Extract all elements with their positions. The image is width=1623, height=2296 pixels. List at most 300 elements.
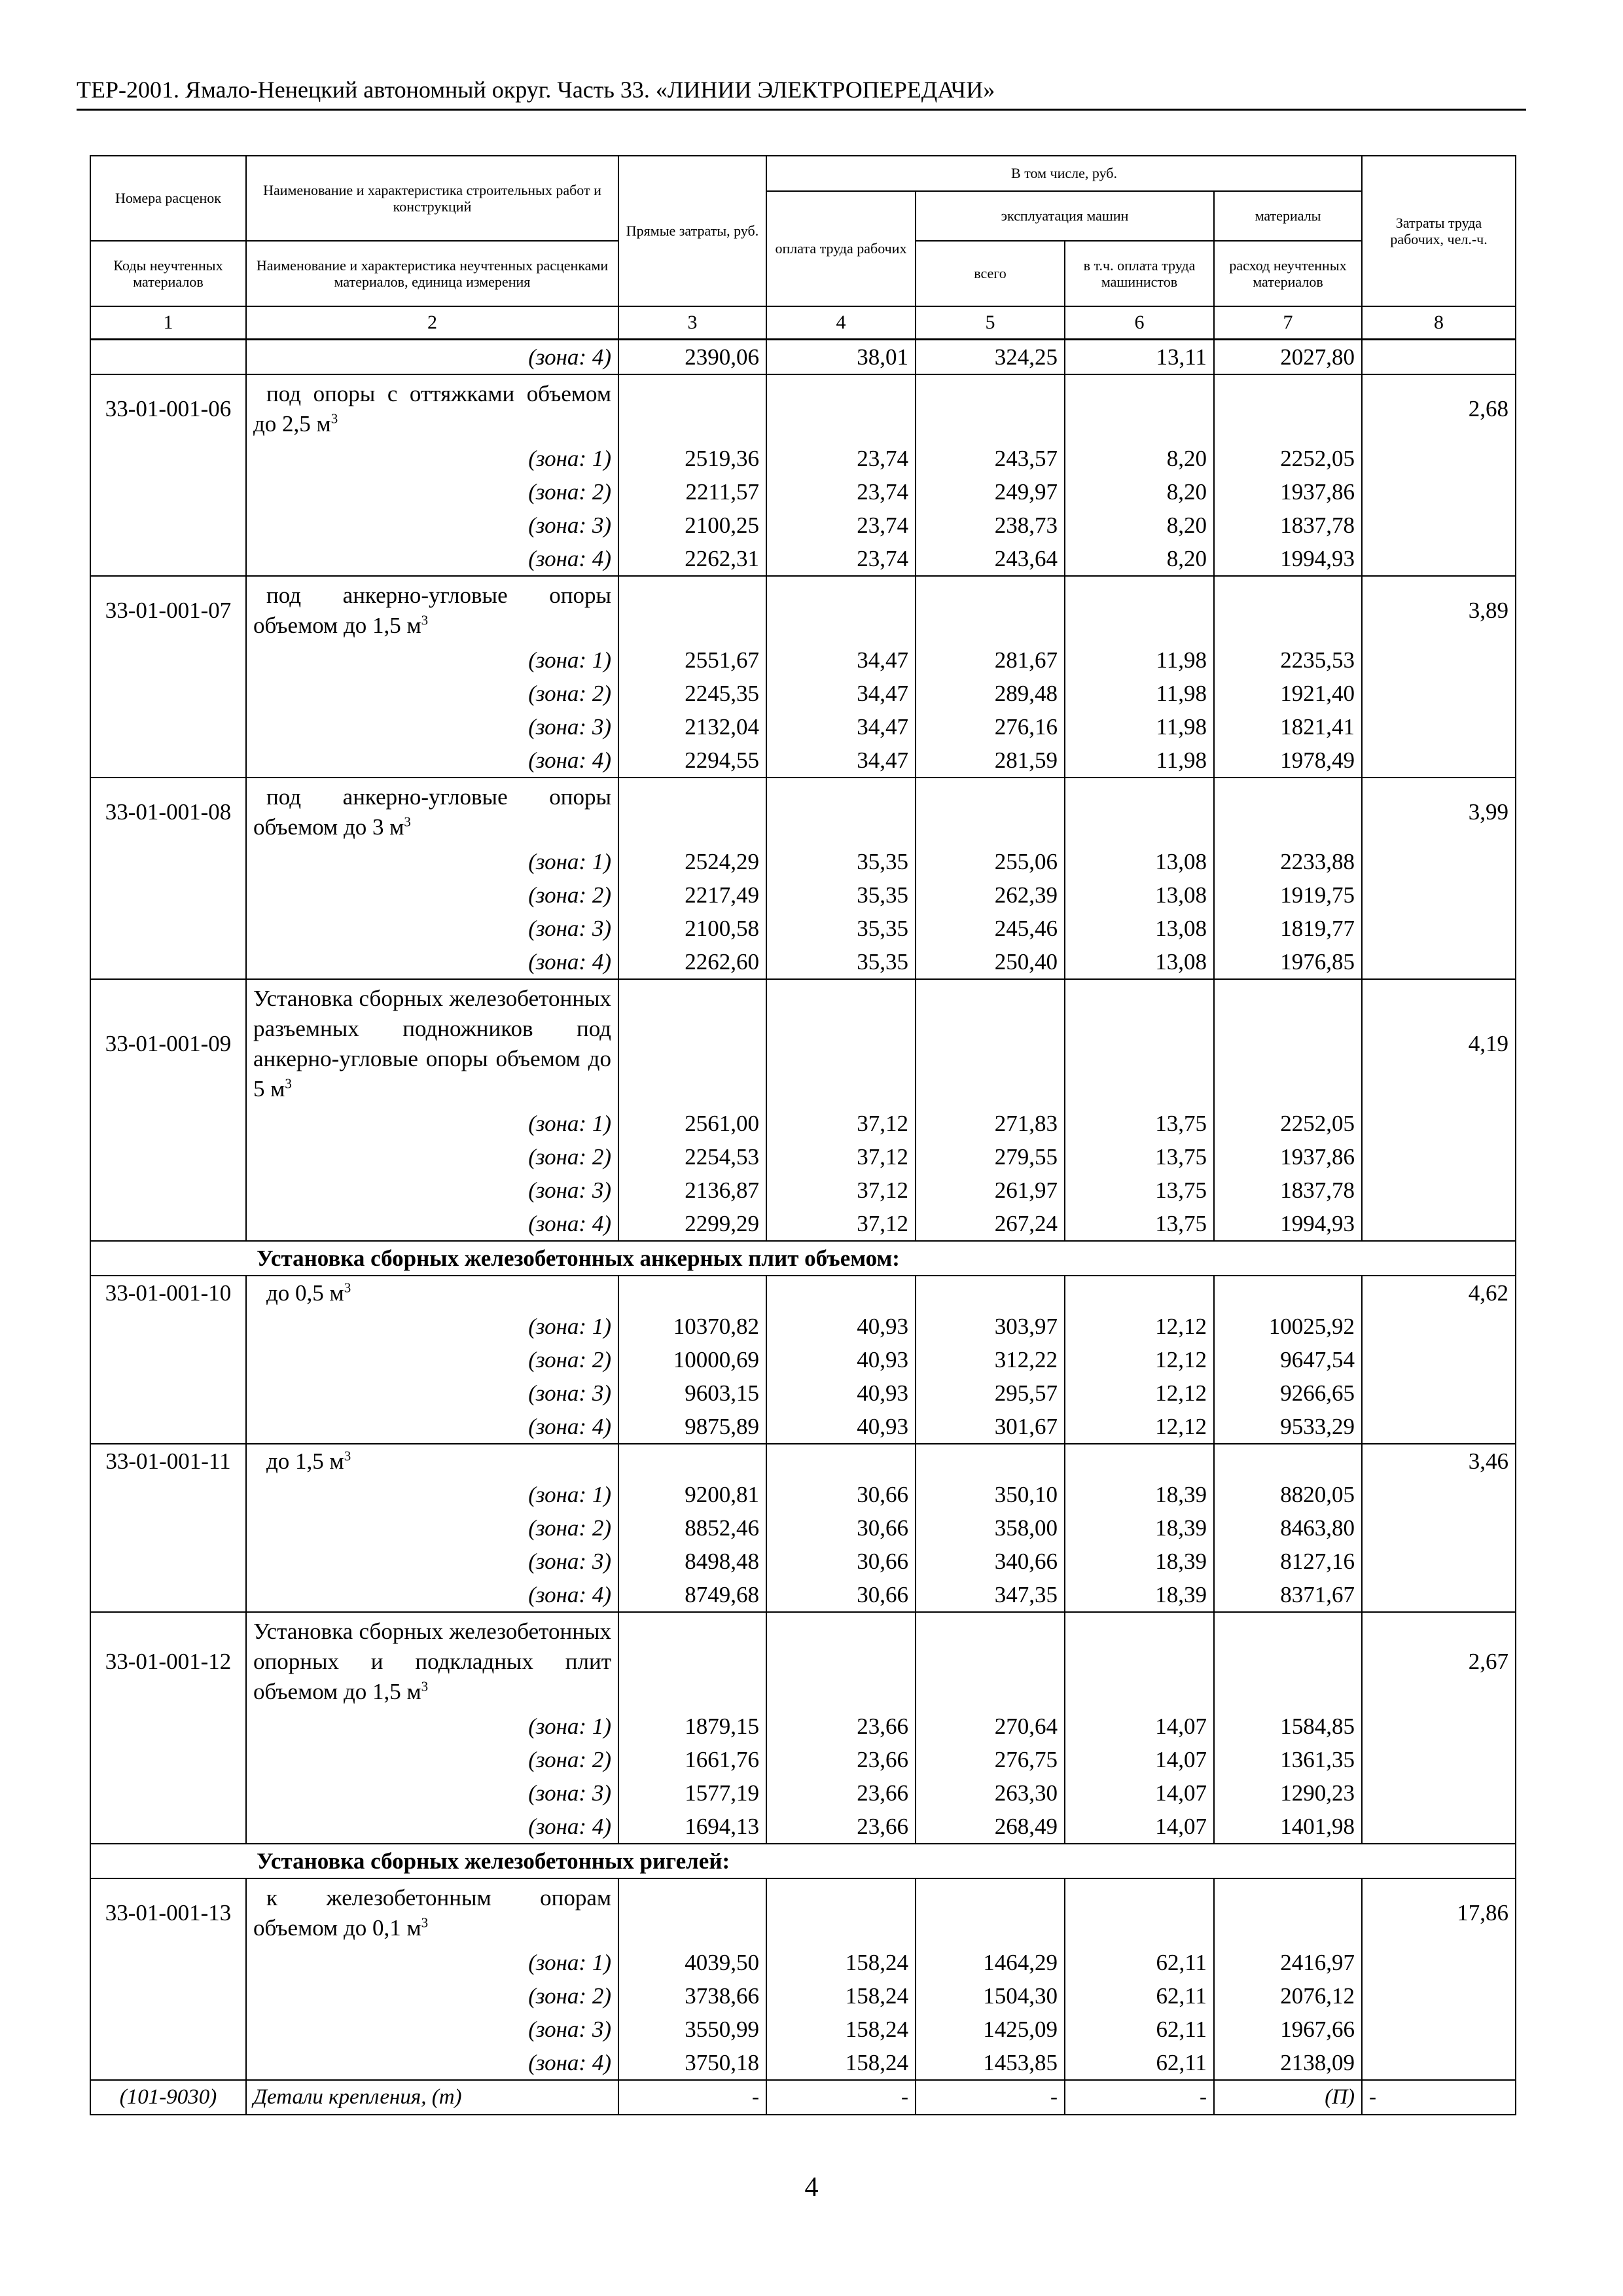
cell-machines-total: 1504,30 bbox=[916, 1979, 1065, 2013]
labor-costs: 4,19 bbox=[1362, 979, 1516, 1107]
rate-code: 33-01-001-08 bbox=[90, 778, 246, 845]
cell-worker-pay: 30,66 bbox=[766, 1545, 916, 1578]
cell-machines-total: 303,97 bbox=[916, 1310, 1065, 1343]
cell-direct-costs: 2100,58 bbox=[618, 912, 766, 945]
cell-materials: 2138,09 bbox=[1214, 2046, 1362, 2080]
cell-materials: 1967,66 bbox=[1214, 2013, 1362, 2046]
cell-machines-total: 276,16 bbox=[916, 710, 1065, 744]
material-name: Детали крепления, (т) bbox=[246, 2080, 618, 2115]
cell-operator-pay: 13,75 bbox=[1065, 1207, 1214, 1241]
zone-label: (зона: 1) bbox=[246, 1107, 618, 1140]
zone-label: (зона: 3) bbox=[246, 912, 618, 945]
cell-direct-costs: 1694,13 bbox=[618, 1810, 766, 1844]
cell-operator-pay: 8,20 bbox=[1065, 542, 1214, 576]
cell-machines-total: 279,55 bbox=[916, 1140, 1065, 1174]
cell-machines-total: 262,39 bbox=[916, 878, 1065, 912]
header-rate-numbers: Номера расценок bbox=[90, 156, 246, 241]
cell-materials: 10025,92 bbox=[1214, 1310, 1362, 1343]
labor-costs: 2,68 bbox=[1362, 374, 1516, 442]
cell-worker-pay: 38,01 bbox=[766, 340, 916, 375]
cell-direct-costs: 2254,53 bbox=[618, 1140, 766, 1174]
cell-direct-costs: 2519,36 bbox=[618, 442, 766, 475]
zone-row bbox=[90, 1410, 1516, 1444]
rate-description: Установка сборных железобетонных опорных и подкладных плит объемом до 1,5 $м^3$ bbox=[246, 1612, 618, 1710]
cell-machines-total: 271,83 bbox=[916, 1107, 1065, 1140]
page-number: 4 bbox=[804, 2172, 819, 2202]
cell-operator-pay: 11,98 bbox=[1065, 710, 1214, 744]
cell-materials: 2252,05 bbox=[1214, 442, 1362, 475]
cell-direct-costs: 8852,46 bbox=[618, 1511, 766, 1545]
rate-code: 33-01-001-07 bbox=[90, 576, 246, 643]
zone-row bbox=[90, 1478, 1516, 1511]
cell-worker-pay: 158,24 bbox=[766, 1946, 916, 1979]
zone-row bbox=[90, 1776, 1516, 1810]
zone-label: (зона: 1) bbox=[246, 845, 618, 878]
cell-materials: 1976,85 bbox=[1214, 945, 1362, 979]
rate-row bbox=[90, 1444, 1516, 1478]
zone-row bbox=[90, 1578, 1516, 1612]
zone-label: (зона: 4) bbox=[246, 1810, 618, 1844]
cell-materials: 1937,86 bbox=[1214, 475, 1362, 509]
cell-materials: 2027,80 bbox=[1214, 340, 1362, 375]
cell-direct-costs: 2551,67 bbox=[618, 643, 766, 677]
zone-label: (зона: 4) bbox=[246, 542, 618, 576]
cell-machines-total: 238,73 bbox=[916, 509, 1065, 542]
cell-machines-total: 281,67 bbox=[916, 643, 1065, 677]
cell-machines-total: 289,48 bbox=[916, 677, 1065, 710]
zone-row bbox=[90, 1107, 1516, 1140]
cell-operator-pay: 13,11 bbox=[1065, 340, 1214, 375]
cell-machines-total: 324,25 bbox=[916, 340, 1065, 375]
table-row bbox=[90, 340, 1516, 375]
cell-materials: 1937,86 bbox=[1214, 1140, 1362, 1174]
zone-label: (зона: 4) bbox=[246, 744, 618, 778]
cell-operator-pay: 18,39 bbox=[1065, 1545, 1214, 1578]
cell-materials: 1921,40 bbox=[1214, 677, 1362, 710]
cell-direct-costs: 2561,00 bbox=[618, 1107, 766, 1140]
cell-machines-total: 358,00 bbox=[916, 1511, 1065, 1545]
zone-row bbox=[90, 1946, 1516, 1979]
cell-worker-pay: 158,24 bbox=[766, 2046, 916, 2080]
cell-operator-pay: 14,07 bbox=[1065, 1810, 1214, 1844]
cell-materials: 9266,65 bbox=[1214, 1376, 1362, 1410]
cell-materials: 1290,23 bbox=[1214, 1776, 1362, 1810]
cell-direct-costs: 8498,48 bbox=[618, 1545, 766, 1578]
header-operator-pay: в т.ч. оплата труда машинистов bbox=[1065, 241, 1214, 306]
cell-direct-costs: 2390,06 bbox=[618, 340, 766, 375]
cell-materials: 1994,93 bbox=[1214, 542, 1362, 576]
cell-operator-pay: 62,11 bbox=[1065, 1979, 1214, 2013]
cell-direct-costs: 8749,68 bbox=[618, 1578, 766, 1612]
zone-row bbox=[90, 1545, 1516, 1578]
zone-label: (зона: 2) bbox=[246, 677, 618, 710]
cell-worker-pay: 35,35 bbox=[766, 945, 916, 979]
cell-machines-total: 301,67 bbox=[916, 1410, 1065, 1444]
labor-costs: 3,89 bbox=[1362, 576, 1516, 643]
cell-operator-pay: 8,20 bbox=[1065, 475, 1214, 509]
zone-label: (зона: 2) bbox=[246, 1140, 618, 1174]
cell-direct-costs: 3738,66 bbox=[618, 1979, 766, 2013]
rate-description: под анкерно-угловые опоры объемом до 3 $м^3$ bbox=[246, 778, 618, 845]
cell-materials: 1584,85 bbox=[1214, 1710, 1362, 1743]
cell-worker-pay: 30,66 bbox=[766, 1511, 916, 1545]
cell-materials: (П) bbox=[1214, 2080, 1362, 2115]
cell-machines-total: 263,30 bbox=[916, 1776, 1065, 1810]
cell-direct-costs: 3550,99 bbox=[618, 2013, 766, 2046]
cell-operator-pay: 11,98 bbox=[1065, 677, 1214, 710]
cell-operator-pay: - bbox=[1065, 2080, 1214, 2115]
cell-machines-total: 1453,85 bbox=[916, 2046, 1065, 2080]
cell-materials: 9647,54 bbox=[1214, 1343, 1362, 1376]
zone-label: (зона: 2) bbox=[246, 878, 618, 912]
cell-machines-total: 270,64 bbox=[916, 1710, 1065, 1743]
cell-operator-pay: 11,98 bbox=[1065, 643, 1214, 677]
zone-row bbox=[90, 677, 1516, 710]
rate-code: 33-01-001-11 bbox=[90, 1444, 246, 1478]
cell-direct-costs: 2132,04 bbox=[618, 710, 766, 744]
cell-operator-pay: 14,07 bbox=[1065, 1776, 1214, 1810]
cell-machines-total: 243,57 bbox=[916, 442, 1065, 475]
cell-worker-pay: 37,12 bbox=[766, 1140, 916, 1174]
labor-costs: 17,86 bbox=[1362, 1878, 1516, 1946]
rate-row bbox=[90, 576, 1516, 643]
cell-materials: 8820,05 bbox=[1214, 1478, 1362, 1511]
zone-label: (зона: 1) bbox=[246, 1946, 618, 1979]
rate-description: Установка сборных железобетонных разъемных подножников под анкерно-угловые опоры объемом до 5 $м^3$ bbox=[246, 979, 618, 1107]
rate-description: под анкерно-угловые опоры объемом до 1,5 $м^3$ bbox=[246, 576, 618, 643]
cell-machines-total: 350,10 bbox=[916, 1478, 1065, 1511]
material-detail-row bbox=[90, 2080, 1516, 2115]
cell-worker-pay: - bbox=[766, 2080, 916, 2115]
cell-machines-total: 1425,09 bbox=[916, 2013, 1065, 2046]
cell-operator-pay: 12,12 bbox=[1065, 1310, 1214, 1343]
cell-machines-total: 347,35 bbox=[916, 1578, 1065, 1612]
cell-worker-pay: 35,35 bbox=[766, 845, 916, 878]
cell-operator-pay: 13,75 bbox=[1065, 1174, 1214, 1207]
cell-direct-costs: 1577,19 bbox=[618, 1776, 766, 1810]
rate-row bbox=[90, 778, 1516, 845]
zone-row bbox=[90, 542, 1516, 576]
cell-machines-total: 250,40 bbox=[916, 945, 1065, 979]
zone-label: (зона: 3) bbox=[246, 1174, 618, 1207]
header-including: В том числе, руб. bbox=[766, 156, 1362, 191]
zone-row bbox=[90, 1140, 1516, 1174]
section-title: Установка сборных железобетонных ригелей: bbox=[246, 1844, 1516, 1878]
cell-worker-pay: 37,12 bbox=[766, 1174, 916, 1207]
cell-machines-total: 295,57 bbox=[916, 1376, 1065, 1410]
cell-operator-pay: 13,08 bbox=[1065, 945, 1214, 979]
cell-materials: 1994,93 bbox=[1214, 1207, 1362, 1241]
material-code: (101-9030) bbox=[90, 2080, 246, 2115]
cell-operator-pay: 13,08 bbox=[1065, 845, 1214, 878]
cell-direct-costs: 2211,57 bbox=[618, 475, 766, 509]
cell-materials: 1819,77 bbox=[1214, 912, 1362, 945]
cell-worker-pay: 30,66 bbox=[766, 1578, 916, 1612]
zone-label: (зона: 2) bbox=[246, 1343, 618, 1376]
rate-code: 33-01-001-09 bbox=[90, 979, 246, 1107]
cell-operator-pay: 13,08 bbox=[1065, 912, 1214, 945]
rate-description: к железобетонным опорам объемом до 0,1 $м^3$ bbox=[246, 1878, 618, 1946]
zone-row bbox=[90, 1207, 1516, 1241]
cell-materials: 2076,12 bbox=[1214, 1979, 1362, 2013]
labor-costs: 4,62 bbox=[1362, 1276, 1516, 1310]
cell-worker-pay: 23,66 bbox=[766, 1710, 916, 1743]
rate-description: до 1,5 $м^3$ bbox=[246, 1444, 618, 1478]
column-number: 8 bbox=[1362, 306, 1516, 340]
column-number: 5 bbox=[916, 306, 1065, 340]
zone-label: (зона: 3) bbox=[246, 1545, 618, 1578]
cell-materials: 8371,67 bbox=[1214, 1578, 1362, 1612]
cell-direct-costs: 2136,87 bbox=[618, 1174, 766, 1207]
header-material-codes: Коды неучтенных материалов bbox=[90, 241, 246, 306]
cell-worker-pay: 34,47 bbox=[766, 710, 916, 744]
header-work-name: Наименование и характеристика строительных работ и конструкций bbox=[246, 156, 618, 241]
cell-materials: 2233,88 bbox=[1214, 845, 1362, 878]
cell-direct-costs: 9603,15 bbox=[618, 1376, 766, 1410]
cell-operator-pay: 14,07 bbox=[1065, 1743, 1214, 1776]
column-number: 7 bbox=[1214, 306, 1362, 340]
zone-label: (зона: 4) bbox=[246, 1578, 618, 1612]
rate-code: 33-01-001-06 bbox=[90, 374, 246, 442]
zone-label: (зона: 4) bbox=[246, 340, 618, 375]
zone-row bbox=[90, 2046, 1516, 2080]
rate-row bbox=[90, 1612, 1516, 1710]
cell-direct-costs: 9200,81 bbox=[618, 1478, 766, 1511]
cell-materials: 9533,29 bbox=[1214, 1410, 1362, 1444]
rates-table bbox=[90, 155, 1516, 2115]
cell-operator-pay: 62,11 bbox=[1065, 1946, 1214, 1979]
cell-worker-pay: 35,35 bbox=[766, 912, 916, 945]
cell-worker-pay: 158,24 bbox=[766, 2013, 916, 2046]
zone-row bbox=[90, 442, 1516, 475]
zone-row bbox=[90, 912, 1516, 945]
cell-worker-pay: 40,93 bbox=[766, 1410, 916, 1444]
cell-materials: 2252,05 bbox=[1214, 1107, 1362, 1140]
labor-costs: 3,46 bbox=[1362, 1444, 1516, 1478]
cell-worker-pay: 23,66 bbox=[766, 1776, 916, 1810]
zone-label: (зона: 4) bbox=[246, 2046, 618, 2080]
zone-label: (зона: 4) bbox=[246, 945, 618, 979]
zone-label: (зона: 2) bbox=[246, 1743, 618, 1776]
cell-direct-costs: 10370,82 bbox=[618, 1310, 766, 1343]
cell-operator-pay: 11,98 bbox=[1065, 744, 1214, 778]
column-number: 1 bbox=[90, 306, 246, 340]
cell-worker-pay: 23,74 bbox=[766, 442, 916, 475]
section-row bbox=[90, 1241, 1516, 1276]
header-machines-total: всего bbox=[916, 241, 1065, 306]
cell-worker-pay: 40,93 bbox=[766, 1343, 916, 1376]
cell-machines-total: 276,75 bbox=[916, 1743, 1065, 1776]
rate-row bbox=[90, 1276, 1516, 1310]
cell-worker-pay: 40,93 bbox=[766, 1376, 916, 1410]
cell-machines-total: 267,24 bbox=[916, 1207, 1065, 1241]
cell-operator-pay: 12,12 bbox=[1065, 1343, 1214, 1376]
cell-worker-pay: 23,74 bbox=[766, 475, 916, 509]
header-labor-costs: Затраты труда рабочих, чел.-ч. bbox=[1362, 156, 1516, 306]
header-worker-pay: оплата труда рабочих bbox=[766, 191, 916, 306]
cell-operator-pay: 14,07 bbox=[1065, 1710, 1214, 1743]
cell-machines-total: 312,22 bbox=[916, 1343, 1065, 1376]
cell-worker-pay: 23,74 bbox=[766, 509, 916, 542]
zone-row bbox=[90, 1511, 1516, 1545]
cell-direct-costs: 4039,50 bbox=[618, 1946, 766, 1979]
cell-direct-costs: 1661,76 bbox=[618, 1743, 766, 1776]
cell-operator-pay: 12,12 bbox=[1065, 1410, 1214, 1444]
zone-row bbox=[90, 509, 1516, 542]
labor-costs: - bbox=[1362, 2080, 1516, 2115]
zone-row bbox=[90, 643, 1516, 677]
zone-label: (зона: 4) bbox=[246, 1410, 618, 1444]
zone-row bbox=[90, 744, 1516, 778]
cell-direct-costs: 2524,29 bbox=[618, 845, 766, 878]
cell-operator-pay: 62,11 bbox=[1065, 2046, 1214, 2080]
zone-label: (зона: 1) bbox=[246, 1310, 618, 1343]
rate-description: под опоры с оттяжками объемом до 2,5 $м^3$ bbox=[246, 374, 618, 442]
header-material-names: Наименование и характеристика неучтенных расценками материалов, единица измерения bbox=[246, 241, 618, 306]
rate-row bbox=[90, 1878, 1516, 1946]
zone-label: (зона: 3) bbox=[246, 2013, 618, 2046]
cell-direct-costs: 2262,31 bbox=[618, 542, 766, 576]
labor-costs: 3,99 bbox=[1362, 778, 1516, 845]
header-direct-costs: Прямые затраты, руб. bbox=[618, 156, 766, 306]
page-header: ТЕР-2001. Ямало-Ненецкий автономный округ. Часть 33. «ЛИНИИ ЭЛЕКТРОПЕРЕДАЧИ» bbox=[77, 76, 1526, 111]
cell-materials: 1361,35 bbox=[1214, 1743, 1362, 1776]
zone-row bbox=[90, 1343, 1516, 1376]
zone-label: (зона: 2) bbox=[246, 475, 618, 509]
zone-label: (зона: 3) bbox=[246, 710, 618, 744]
zone-row bbox=[90, 1710, 1516, 1743]
cell-direct-costs: 2294,55 bbox=[618, 744, 766, 778]
zone-label: (зона: 2) bbox=[246, 1511, 618, 1545]
cell-machines-total: 268,49 bbox=[916, 1810, 1065, 1844]
zone-label: (зона: 2) bbox=[246, 1979, 618, 2013]
cell-machines-total: 255,06 bbox=[916, 845, 1065, 878]
cell-operator-pay: 12,12 bbox=[1065, 1376, 1214, 1410]
zone-label: (зона: 1) bbox=[246, 442, 618, 475]
zone-label: (зона: 1) bbox=[246, 1478, 618, 1511]
cell-operator-pay: 13,08 bbox=[1065, 878, 1214, 912]
header-materials: материалы bbox=[1214, 191, 1362, 241]
header-machine-operation: эксплуатация машин bbox=[916, 191, 1214, 241]
column-number: 2 bbox=[246, 306, 618, 340]
cell-worker-pay: 23,74 bbox=[766, 542, 916, 576]
cell-machines-total: - bbox=[916, 2080, 1065, 2115]
zone-row bbox=[90, 710, 1516, 744]
zone-row bbox=[90, 1810, 1516, 1844]
cell-materials: 1837,78 bbox=[1214, 509, 1362, 542]
cell-worker-pay: 40,93 bbox=[766, 1310, 916, 1343]
cell-direct-costs: 1879,15 bbox=[618, 1710, 766, 1743]
rate-code: 33-01-001-12 bbox=[90, 1612, 246, 1710]
cell-operator-pay: 13,75 bbox=[1065, 1107, 1214, 1140]
cell-worker-pay: 158,24 bbox=[766, 1979, 916, 2013]
cell-direct-costs: 2262,60 bbox=[618, 945, 766, 979]
labor-costs: 2,67 bbox=[1362, 1612, 1516, 1710]
cell-direct-costs: 2100,25 bbox=[618, 509, 766, 542]
cell-machines-total: 249,97 bbox=[916, 475, 1065, 509]
zone-row bbox=[90, 1743, 1516, 1776]
cell-worker-pay: 34,47 bbox=[766, 677, 916, 710]
cell-direct-costs: 2299,29 bbox=[618, 1207, 766, 1241]
cell-materials: 1919,75 bbox=[1214, 878, 1362, 912]
cell-materials: 2416,97 bbox=[1214, 1946, 1362, 1979]
cell-materials: 8463,80 bbox=[1214, 1511, 1362, 1545]
cell-worker-pay: 30,66 bbox=[766, 1478, 916, 1511]
cell-direct-costs: 10000,69 bbox=[618, 1343, 766, 1376]
rate-code: 33-01-001-13 bbox=[90, 1878, 246, 1946]
zone-label: (зона: 3) bbox=[246, 509, 618, 542]
cell-operator-pay: 18,39 bbox=[1065, 1578, 1214, 1612]
cell-materials: 8127,16 bbox=[1214, 1545, 1362, 1578]
cell-direct-costs: 2245,35 bbox=[618, 677, 766, 710]
cell-worker-pay: 34,47 bbox=[766, 643, 916, 677]
cell-materials: 1401,98 bbox=[1214, 1810, 1362, 1844]
column-number: 6 bbox=[1065, 306, 1214, 340]
cell-machines-total: 243,64 bbox=[916, 542, 1065, 576]
zone-row bbox=[90, 878, 1516, 912]
column-number: 3 bbox=[618, 306, 766, 340]
cell-worker-pay: 35,35 bbox=[766, 878, 916, 912]
zone-row bbox=[90, 1174, 1516, 1207]
cell-materials: 1837,78 bbox=[1214, 1174, 1362, 1207]
zone-row bbox=[90, 475, 1516, 509]
cell-materials: 2235,53 bbox=[1214, 643, 1362, 677]
zone-row bbox=[90, 845, 1516, 878]
cell-worker-pay: 23,66 bbox=[766, 1743, 916, 1776]
rate-description: до 0,5 $м^3$ bbox=[246, 1276, 618, 1310]
cell-operator-pay: 18,39 bbox=[1065, 1511, 1214, 1545]
cell-direct-costs: 3750,18 bbox=[618, 2046, 766, 2080]
zone-label: (зона: 4) bbox=[246, 1207, 618, 1241]
cell-operator-pay: 8,20 bbox=[1065, 509, 1214, 542]
cell-direct-costs: 9875,89 bbox=[618, 1410, 766, 1444]
cell-direct-costs: 2217,49 bbox=[618, 878, 766, 912]
cell-worker-pay: 34,47 bbox=[766, 744, 916, 778]
zone-row bbox=[90, 2013, 1516, 2046]
cell-operator-pay: 62,11 bbox=[1065, 2013, 1214, 2046]
rates-table-wrapper bbox=[90, 155, 1515, 2115]
cell-machines-total: 1464,29 bbox=[916, 1946, 1065, 1979]
rate-row bbox=[90, 979, 1516, 1107]
cell-worker-pay: 23,66 bbox=[766, 1810, 916, 1844]
cell-operator-pay: 8,20 bbox=[1065, 442, 1214, 475]
zone-label: (зона: 3) bbox=[246, 1376, 618, 1410]
cell-machines-total: 245,46 bbox=[916, 912, 1065, 945]
section-row bbox=[90, 1844, 1516, 1878]
zone-label: (зона: 1) bbox=[246, 643, 618, 677]
cell-direct-costs: - bbox=[618, 2080, 766, 2115]
cell-worker-pay: 37,12 bbox=[766, 1107, 916, 1140]
cell-operator-pay: 13,75 bbox=[1065, 1140, 1214, 1174]
zone-label: (зона: 3) bbox=[246, 1776, 618, 1810]
header-unaccounted-materials: расход неучтенных материалов bbox=[1214, 241, 1362, 306]
column-number: 4 bbox=[766, 306, 916, 340]
cell-machines-total: 340,66 bbox=[916, 1545, 1065, 1578]
zone-row bbox=[90, 945, 1516, 979]
cell-operator-pay: 18,39 bbox=[1065, 1478, 1214, 1511]
zone-row bbox=[90, 1979, 1516, 2013]
zone-row bbox=[90, 1376, 1516, 1410]
cell-worker-pay: 37,12 bbox=[766, 1207, 916, 1241]
cell-machines-total: 281,59 bbox=[916, 744, 1065, 778]
zone-row bbox=[90, 1310, 1516, 1343]
cell-materials: 1821,41 bbox=[1214, 710, 1362, 744]
cell-materials: 1978,49 bbox=[1214, 744, 1362, 778]
rate-row bbox=[90, 374, 1516, 442]
rate-code: 33-01-001-10 bbox=[90, 1276, 246, 1310]
zone-label: (зона: 1) bbox=[246, 1710, 618, 1743]
section-title: Установка сборных железобетонных анкерных плит объемом: bbox=[246, 1241, 1516, 1276]
